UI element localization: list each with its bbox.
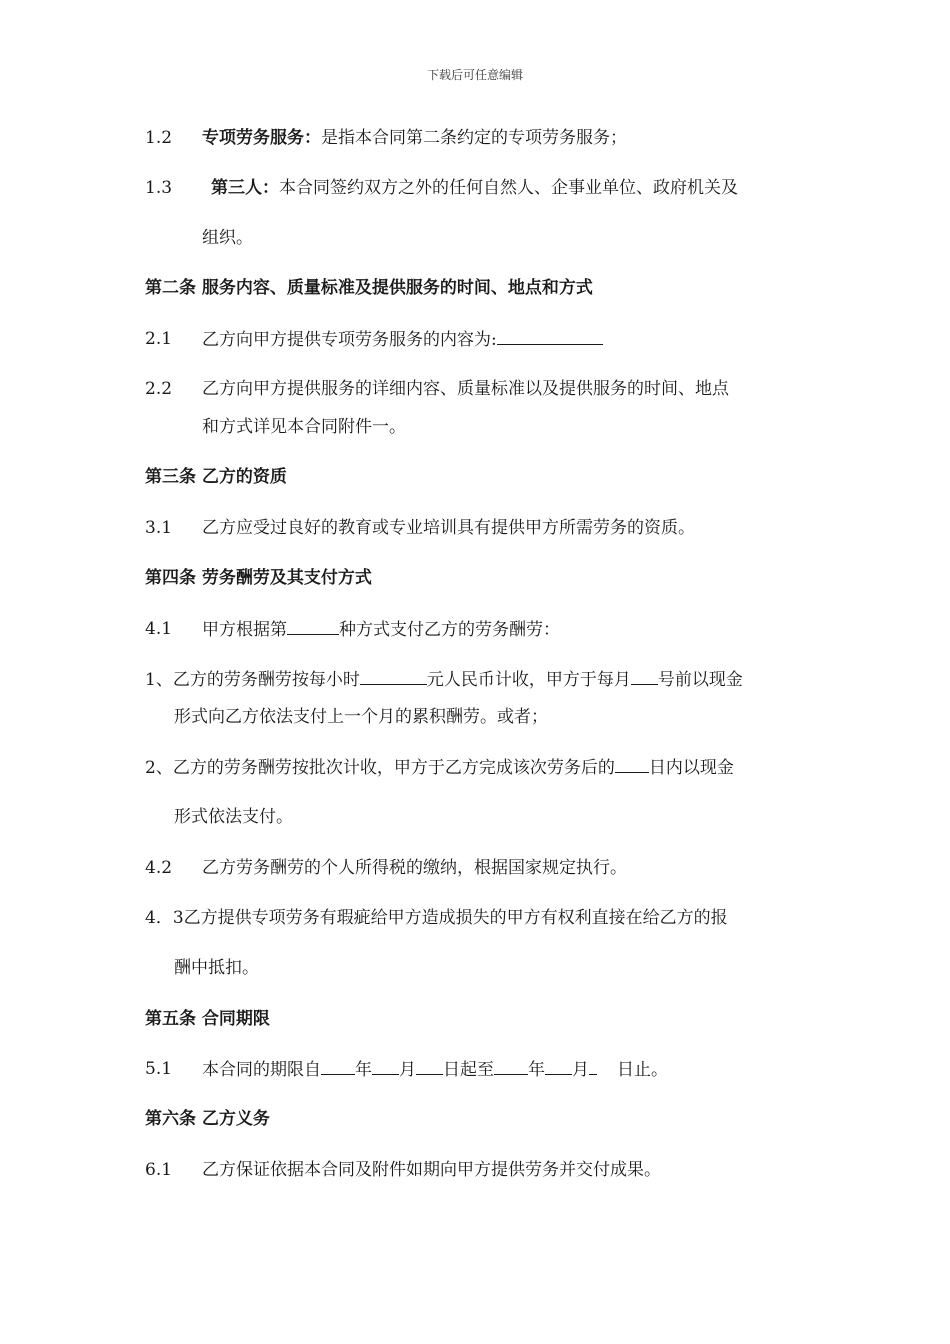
option-1-text-a: 1、乙方的劳务酬劳按每小时 [145, 670, 360, 690]
clause-6-1-number: 6.1 [145, 1160, 173, 1180]
clause-2-1-number: 2.1 [145, 329, 173, 349]
start-day-blank[interactable] [416, 1058, 443, 1075]
article-5-heading: 第五条 合同期限 [145, 1009, 270, 1029]
clause-5-1 [202, 1058, 668, 1081]
clause-3-1-number: 3.1 [145, 518, 173, 538]
payment-option-2-continuation: 形式依法支付。 [174, 807, 293, 827]
clause-4-1 [202, 618, 560, 641]
start-month-blank[interactable] [372, 1058, 399, 1075]
clause-1-3-text: 本合同签约双方之外的任何自然人、企事业单位、政府机关及 [279, 178, 738, 198]
clause-1-3-number: 1.3 [145, 178, 173, 198]
end-year-blank[interactable] [494, 1058, 528, 1075]
clause-2-2-number: 2.2 [145, 379, 173, 399]
option-1-text-b: 元人民币计收，甲方于每月 [426, 670, 631, 690]
term-text-e: 年 [528, 1060, 545, 1080]
start-year-blank[interactable] [321, 1058, 355, 1075]
clause-1-2-term: 专项劳务服务： [202, 128, 321, 148]
hourly-rate-blank[interactable] [360, 668, 427, 685]
payment-option-1-continuation: 形式向乙方依法支付上一个月的累积酬劳。或者； [174, 707, 548, 727]
clause-1-2-number: 1.2 [145, 128, 173, 148]
article-6-heading: 第六条 乙方义务 [145, 1109, 270, 1129]
article-3-heading: 第三条 乙方的资质 [145, 467, 287, 487]
clause-4-1-text-a: 甲方根据第 [202, 620, 287, 640]
end-day-blank[interactable] [589, 1058, 597, 1075]
clause-1-2-text: 是指本合同第二条约定的专项劳务服务； [321, 128, 627, 148]
term-text-f: 月 [572, 1060, 589, 1080]
payment-days-blank[interactable] [615, 756, 649, 773]
clause-2-2-continuation: 和方式详见本合同附件一。 [202, 417, 406, 437]
clause-2-1 [202, 328, 603, 351]
payment-day-blank[interactable] [631, 668, 658, 685]
clause-4-2-text: 乙方劳务酬劳的个人所得税的缴纳，根据国家规定执行。 [202, 858, 627, 878]
term-text-b: 年 [355, 1060, 372, 1080]
clause-1-3 [211, 177, 738, 199]
article-4-heading: 第四条 劳务酬劳及其支付方式 [145, 568, 372, 588]
clause-6-1-text: 乙方保证依据本合同及附件如期向甲方提供劳务并交付成果。 [202, 1160, 661, 1180]
clause-4-1-number: 4.1 [145, 619, 173, 639]
clause-3-1-text: 乙方应受过良好的教育或专业培训具有提供甲方所需劳务的资质。 [202, 518, 695, 538]
clause-4-3-text: 4．3乙方提供专项劳务有瑕疵给甲方造成损失的甲方有权利直接在给乙方的报 [145, 908, 728, 928]
payment-option-2 [145, 756, 734, 779]
clause-4-3-continuation: 酬中抵扣。 [174, 958, 259, 978]
clause-2-2-text: 乙方向甲方提供服务的详细内容、质量标准以及提供服务的时间、地点 [202, 379, 729, 399]
service-content-blank[interactable] [497, 328, 603, 345]
clause-1-2 [202, 127, 627, 149]
payment-method-blank[interactable] [287, 618, 339, 635]
article-2-heading: 第二条 服务内容、质量标准及提供服务的时间、地点和方式 [145, 278, 593, 298]
option-2-text-b: 日内以现金 [648, 758, 734, 778]
clause-1-3-term: 第三人： [211, 178, 279, 198]
payment-option-1 [145, 668, 743, 691]
option-2-text-a: 2、乙方的劳务酬劳按批次计收，甲方于乙方完成该次劳务后的 [145, 758, 615, 778]
clause-2-1-text: 乙方向甲方提供专项劳务服务的内容为: [202, 330, 497, 350]
clause-4-2-number: 4.2 [145, 858, 173, 878]
term-text-a: 本合同的期限自 [202, 1060, 321, 1080]
end-month-blank[interactable] [545, 1058, 572, 1075]
clause-5-1-number: 5.1 [145, 1059, 173, 1079]
term-text-c: 月 [399, 1060, 416, 1080]
clause-1-3-continuation: 组织。 [202, 228, 253, 248]
page-header: 下载后可任意编辑 [426, 68, 523, 82]
term-text-g: 日止。 [617, 1060, 668, 1080]
term-text-d: 日起至 [443, 1060, 494, 1080]
option-1-text-c: 号前以现金 [657, 670, 743, 690]
clause-4-1-text-b: 种方式支付乙方的劳务酬劳： [339, 620, 560, 640]
